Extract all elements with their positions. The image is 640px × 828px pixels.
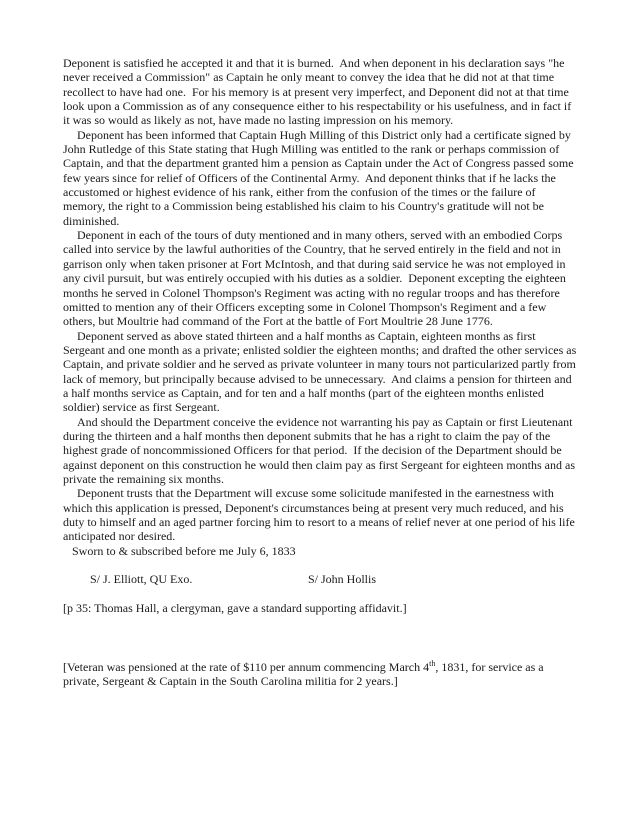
page-note: [p 35: Thomas Hall, a clergyman, gave a standard supporting affidavit.] — [63, 601, 407, 616]
deposition-text-block — [63, 56, 580, 616]
body-paragraph: Deponent served as above stated thirteen and a half months as Captain, eighteen months as first Sergeant and one month as a private; enlisted soldier the eighteen months; and drafted the other services as Captain, and private soldier and he served as private volunteer in many tours not particularized partly from lack of memory, but principally because advised to be unnecessary. And claims a pension for thirteen and a half months service as Captain, and for ten and a half months (part of the eighteen months enlisted soldier) service as first Sergeant. — [63, 328, 580, 415]
pension-note-text-after: , 1831, for service as a private, Sergeant & Captain in the South Carolina militia for 2 years.] — [63, 660, 547, 689]
signature-line — [63, 558, 577, 601]
pension-note-text-before: [Veteran was pensioned at the rate of $110 per annum commencing March 4 — [63, 660, 430, 674]
signature-left: S/ J. Elliott, QU Exo. — [90, 572, 193, 587]
body-paragraph: And should the Department conceive the evidence not warranting his pay as Captain or first Lieutenant during the thirteen and a half months then deponent submits that he has a right to claim the pay of the highest grade of noncommissioned Officers for that period. If the decision of the Department should be against deponent on this construction he would then claim pay as first Sergeant for eighteen months and as private the remaining six months. — [63, 414, 578, 486]
ordinal-superscript: th — [429, 659, 436, 668]
body-paragraph: Deponent has been informed that Captain Hugh Milling of this District only had a certificate signed by John Rutledge of this State stating that Hugh Milling was entitled to the rank or perhaps commission of Captain, and that the department granted him a pension as Captain under the Act of Congress passed some few years since for relief of Officers of the Continental Army. And deponent thinks that if he lacks the accustomed or highest evidence of his rank, either from the confusion of the times or the failure of memory, the right to a Commission being established his claim to his Country's gratitude will not be diminished. — [63, 127, 577, 228]
body-paragraph: Deponent is satisfied he accepted it and that it is burned. And when deponent in his declaration says "he never received a Commission" as Captain he only meant to convey the idea that he did not at that time recollect to have had one. For his memory is at present very imperfect, and Deponent did not at that time look upon a Commission as of any consequence either to his respectability or his usefulness, and in fact if it was so would as likely as not, have made no lasting impression on his memory. — [63, 56, 575, 128]
signature-right: S/ John Hollis — [308, 572, 377, 587]
pension-note — [63, 660, 577, 689]
sworn-line: Sworn to & subscribed before me July 6, 1833 — [72, 543, 296, 558]
body-paragraph: Deponent trusts that the Department will excuse some solicitude manifested in the earnestness with which this application is pressed, Deponent's circumstances being at present very much reduced, and his duty to himself and an aged partner forcing him to resort to a means of relief never at one period of his life anticipated nor desired. — [63, 486, 578, 544]
body-paragraph: Deponent in each of the tours of duty mentioned and in many others, served with an embodied Corps called into service by the lawful authorities of the Country, that he served entirely in the field and not in garrison only when taken prisoner at Fort McIntosh, and that during said service he was not employed in any civil pursuit, but was entirely occupied with his duties as a soldier. Deponent excepting the eighteen months he served in Colonel Thompson's Regiment was acting with no regular troops and has therefore omitted to mention any of their Officers excepting some in Colonel Thompson's Regiment and a few others, but Moultrie had command of the Fort at the battle of Fort Moultrie 28 June 1776. — [63, 228, 569, 329]
